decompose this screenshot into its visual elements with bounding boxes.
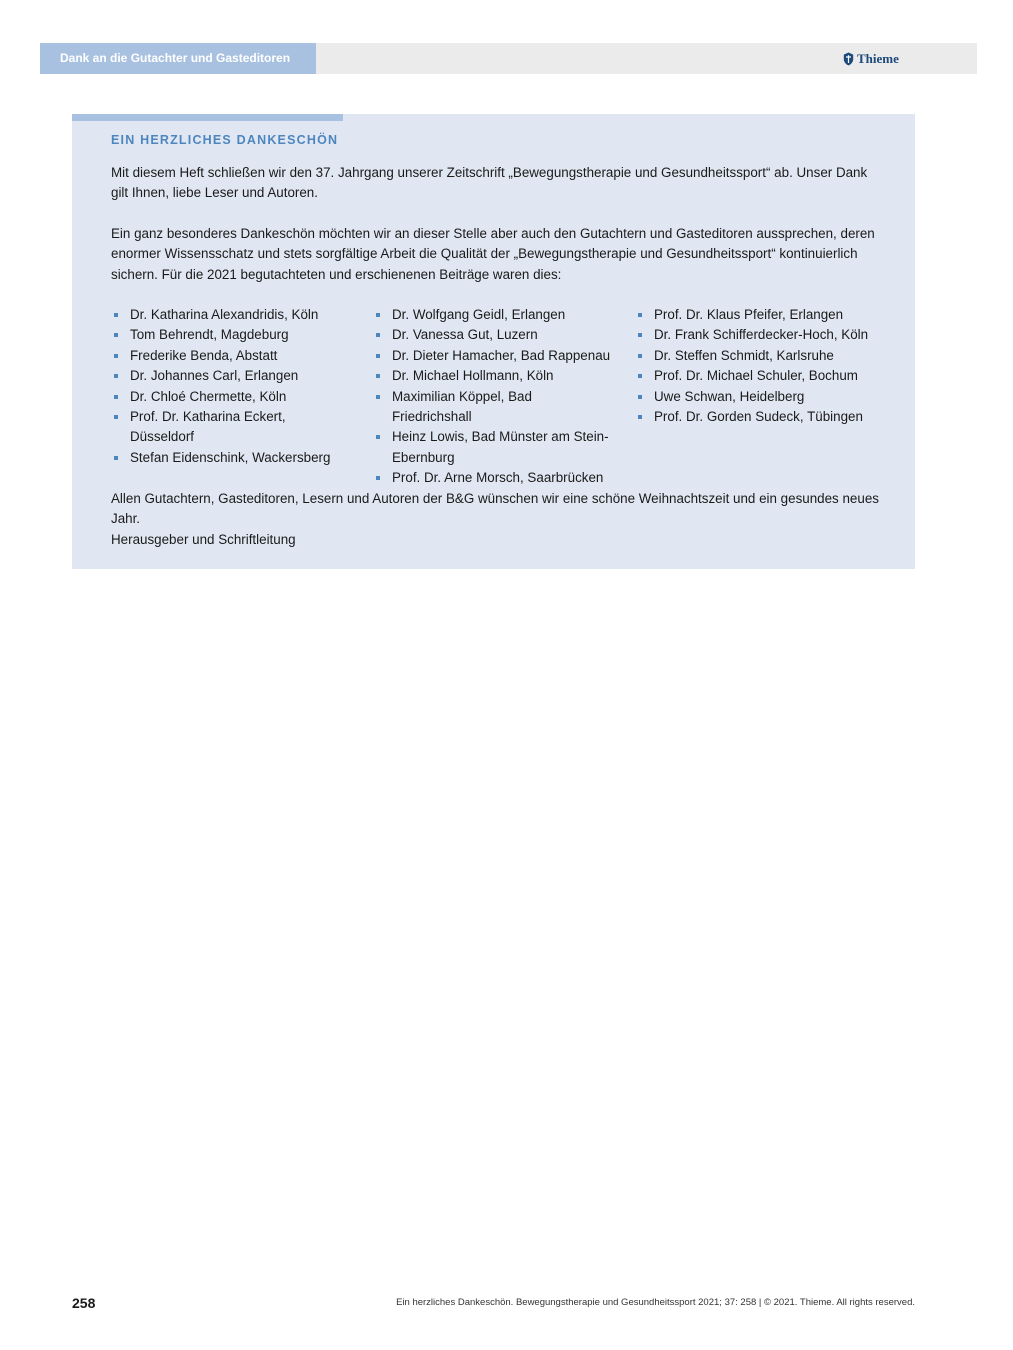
reviewer-name: Dr. Chloé Chermette, Köln xyxy=(130,388,287,404)
list-item xyxy=(111,366,341,386)
bullet-icon xyxy=(376,395,380,399)
reviewer-name: Dr. Steffen Schmidt, Karlsruhe xyxy=(654,347,834,363)
list-item xyxy=(111,305,341,325)
closing-block xyxy=(111,489,881,550)
reviewer-name: Prof. Dr. Katharina Eckert, Düsseldorf xyxy=(130,409,286,445)
list-item xyxy=(111,407,341,448)
thieme-crest-icon xyxy=(843,52,854,66)
list-item xyxy=(111,387,341,407)
bullet-icon xyxy=(376,333,380,337)
bullet-icon xyxy=(638,313,642,317)
signature: Herausgeber und Schriftleitung xyxy=(111,531,296,547)
bullet-icon xyxy=(114,313,118,317)
reviewer-name: Dr. Johannes Carl, Erlangen xyxy=(130,368,299,384)
reviewer-name: Heinz Lowis, Bad Münster am Stein-Ebernburg xyxy=(392,429,609,465)
bullet-icon xyxy=(638,395,642,399)
reviewer-name: Uwe Schwan, Heidelberg xyxy=(654,388,805,404)
list-item xyxy=(635,366,895,386)
closing-paragraph: Allen Gutachtern, Gasteditoren, Lesern und Autoren der B&G wünschen wir eine schöne Weihnachtszeit und ein gesundes neues Jahr. xyxy=(111,491,879,527)
bullet-icon xyxy=(638,415,642,419)
list-item xyxy=(373,346,613,366)
page-number: 258 xyxy=(72,1295,96,1311)
bullet-icon xyxy=(376,313,380,317)
reviewer-name: Dr. Wolfgang Geidl, Erlangen xyxy=(392,307,566,322)
running-header xyxy=(40,43,977,74)
list-item xyxy=(373,468,613,488)
reviewer-list-column-3 xyxy=(635,305,895,427)
list-item xyxy=(635,325,895,345)
reviewer-list-column-2 xyxy=(373,305,613,489)
reviewer-name: Dr. Vanessa Gut, Luzern xyxy=(392,327,538,343)
reviewer-name: Prof. Dr. Michael Schuler, Bochum xyxy=(654,368,858,384)
list-item xyxy=(373,427,613,468)
bullet-icon xyxy=(114,333,118,337)
bullet-icon xyxy=(114,415,118,419)
bullet-icon xyxy=(376,374,380,378)
bullet-icon xyxy=(114,395,118,399)
list-item xyxy=(373,366,613,386)
reviewer-name: Prof. Dr. Arne Morsch, Saarbrücken xyxy=(392,470,604,486)
thanks-paragraph: Ein ganz besonderes Dankeschön möchten wir an dieser Stelle aber auch den Gutachtern und Gasteditoren aussprechen, deren enormer Wissensschatz und stets sorgfältige Arbeit die Qualität der „Bewegungstherapie und Gesundheitssport“ kontinuierlich sichern. Für die 2021 begutachteten und erschienenen Beiträge waren dies: xyxy=(111,226,875,282)
bullet-icon xyxy=(376,354,380,358)
list-item xyxy=(635,305,895,325)
reviewer-name: Dr. Katharina Alexandridis, Köln xyxy=(130,307,319,322)
box-accent-bar xyxy=(72,114,343,121)
reviewer-name: Frederike Benda, Abstatt xyxy=(130,347,278,363)
list-item xyxy=(635,407,895,427)
bullet-icon xyxy=(114,374,118,378)
reviewer-name: Stefan Eidenschink, Wackersberg xyxy=(130,449,331,465)
reviewer-list-column-1 xyxy=(111,305,341,468)
bullet-icon xyxy=(638,333,642,337)
reviewer-name: Dr. Frank Schifferdecker-Hoch, Köln xyxy=(654,327,869,343)
reviewer-name: Dr. Dieter Hamacher, Bad Rappenau xyxy=(392,347,611,363)
footer-citation: Ein herzliches Dankeschön. Bewegungstherapie und Gesundheitssport 2021; 37: 258 | © 2021. Thieme. All rights reserved. xyxy=(396,1297,915,1308)
bullet-icon xyxy=(114,354,118,358)
bullet-icon xyxy=(376,435,380,439)
bullet-icon xyxy=(114,456,118,460)
list-item xyxy=(111,448,341,468)
list-item xyxy=(635,387,895,407)
reviewer-name: Prof. Dr. Gorden Sudeck, Tübingen xyxy=(654,409,863,425)
bullet-icon xyxy=(638,374,642,378)
reviewer-name: Tom Behrendt, Magdeburg xyxy=(130,327,289,343)
list-item xyxy=(373,325,613,345)
reviewer-name: Dr. Michael Hollmann, Köln xyxy=(392,368,554,384)
bullet-icon xyxy=(376,476,380,480)
list-item xyxy=(635,346,895,366)
intro-paragraph: Mit diesem Heft schließen wir den 37. Jahrgang unserer Zeitschrift „Bewegungstherapie und Gesundheitssport“ ab. Unser Dank gilt Ihnen, liebe Leser und Autoren. xyxy=(111,165,868,201)
thank-you-box xyxy=(72,114,915,569)
list-item xyxy=(373,387,613,428)
box-title: EIN HERZLICHES DANKESCHÖN xyxy=(111,133,339,147)
list-item xyxy=(373,305,613,325)
reviewer-name: Prof. Dr. Klaus Pfeifer, Erlangen xyxy=(654,307,844,322)
bullet-icon xyxy=(638,354,642,358)
publisher-logo xyxy=(843,49,899,69)
section-label: Dank an die Gutachter und Gasteditoren xyxy=(40,43,316,74)
reviewer-name: Maximilian Köppel, Bad Friedrichshall xyxy=(392,388,532,425)
brand-name: Thieme xyxy=(857,51,899,66)
list-item xyxy=(111,346,341,366)
list-item xyxy=(111,325,341,345)
